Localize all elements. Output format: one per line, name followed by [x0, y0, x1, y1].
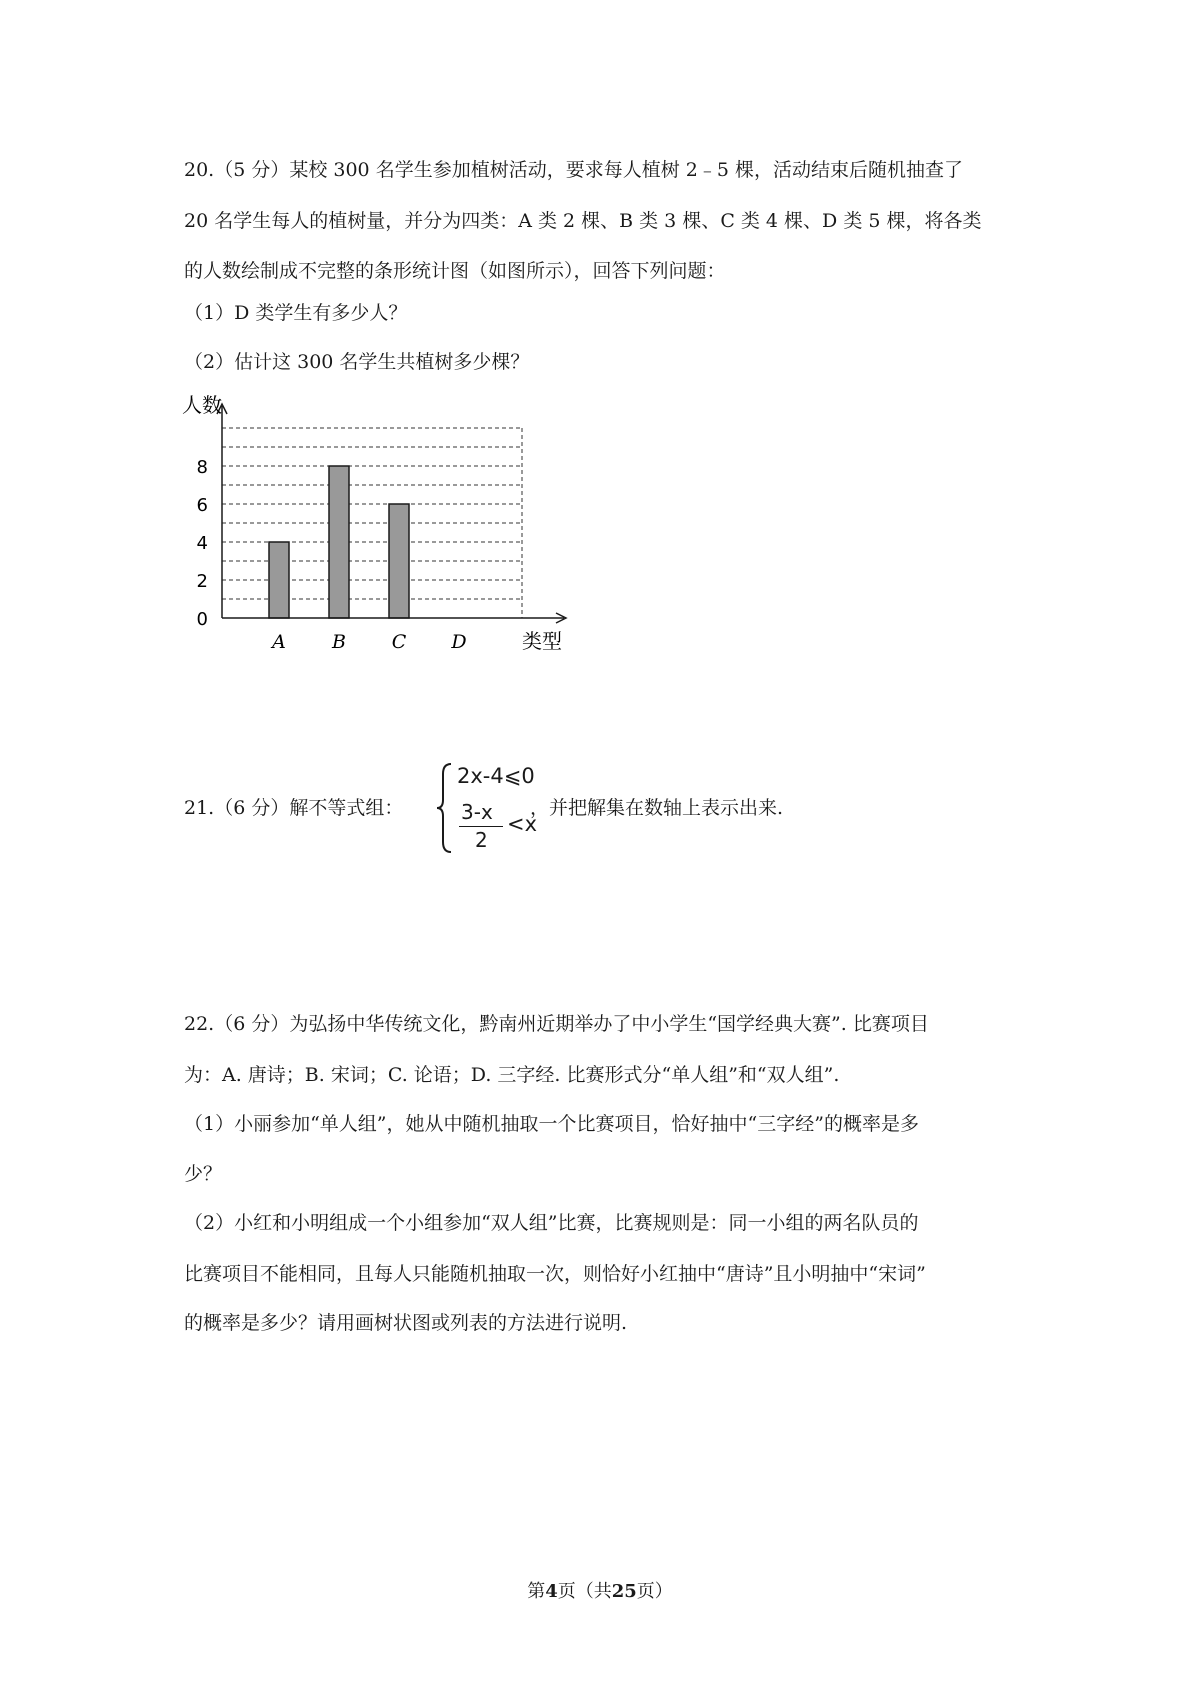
- inequality-system: [435, 762, 545, 854]
- q22-line-7: 的概率是多少？请用画树状图或列表的方法进行说明.: [184, 1312, 628, 1334]
- q21-suffix: ，并把解集在数轴上表示出来.: [530, 797, 784, 819]
- y-tick-label: 6: [196, 495, 208, 516]
- page-footer: [0, 1577, 1200, 1603]
- x-tick-label: C: [391, 631, 407, 653]
- q22-line-4: 少？: [184, 1163, 223, 1185]
- q22-line-1: 22.（6 分）为弘扬中华传统文化，黔南州近期举办了中小学生“国学经典大赛”. 比赛项目: [184, 1013, 929, 1035]
- bar-chart: [170, 392, 580, 662]
- fraction-bar: [459, 826, 503, 827]
- x-tick-label: B: [332, 631, 346, 653]
- left-brace-icon: [435, 762, 455, 854]
- footer-mid: 页（共: [557, 1581, 612, 1602]
- chart-y-axis-label: 人数: [182, 393, 222, 417]
- footer-page-number: 4: [545, 1581, 558, 1602]
- q20-line-2: 20 名学生每人的植树量，并分为四类：A 类 2 棵、B 类 3 棵、C 类 4 棵、D 类 5 棵，将各类: [184, 210, 982, 232]
- q20-line-3: 的人数绘制成不完整的条形统计图（如图所示），回答下列问题：: [184, 260, 726, 282]
- x-tick-label: D: [451, 631, 467, 653]
- x-tick-label: A: [272, 631, 286, 653]
- chart-bars: [269, 466, 409, 618]
- chart-category-labels: [270, 631, 466, 653]
- q20-subquestion-1: （1）D 类学生有多少人？: [184, 302, 408, 324]
- bar-a: [269, 542, 289, 618]
- inequality-2-relation: <x: [507, 812, 538, 836]
- chart-tick-labels: [197, 457, 208, 630]
- footer-pre: 第: [527, 1581, 546, 1602]
- q22-line-2: 为：A. 唐诗；B. 宋词；C. 论语；D. 三字经. 比赛形式分“单人组”和“双人组”.: [184, 1064, 840, 1086]
- footer-total-pages: 25: [611, 1581, 637, 1602]
- chart-grid: [222, 428, 522, 618]
- inequality-2-denominator: 2: [475, 828, 488, 852]
- footer-post: 页）: [636, 1581, 673, 1602]
- inequality-2-numerator: 3-x: [461, 800, 493, 824]
- y-tick-label: 8: [196, 457, 208, 478]
- y-tick-label: 0: [196, 609, 208, 630]
- inequality-1: 2x-4⩽0: [457, 764, 535, 788]
- chart-x-axis-label: 类型: [522, 629, 562, 653]
- q21-prefix: 21.（6 分）解不等式组：: [184, 797, 404, 819]
- q22-line-6: 比赛项目不能相同，且每人只能随机抽取一次，则恰好小红抽中“唐诗”且小明抽中“宋词”: [184, 1263, 926, 1285]
- bar-c: [389, 504, 409, 618]
- q22-subquestion-2: （2）小红和小明组成一个小组参加“双人组”比赛，比赛规则是：同一小组的两名队员的: [184, 1212, 919, 1234]
- q20-line-1: 20.（5 分）某校 300 名学生参加植树活动，要求每人植树 2﹣5 棵，活动结束后随机抽查了: [184, 159, 963, 181]
- q22-subquestion-1: （1）小丽参加“单人组”，她从中随机抽取一个比赛项目，恰好抽中“三字经”的概率是多: [184, 1113, 919, 1135]
- q20-subquestion-2: （2）估计这 300 名学生共植树多少棵？: [184, 351, 530, 373]
- y-tick-label: 2: [196, 571, 208, 592]
- bar-b: [329, 466, 349, 618]
- y-tick-label: 4: [196, 533, 208, 554]
